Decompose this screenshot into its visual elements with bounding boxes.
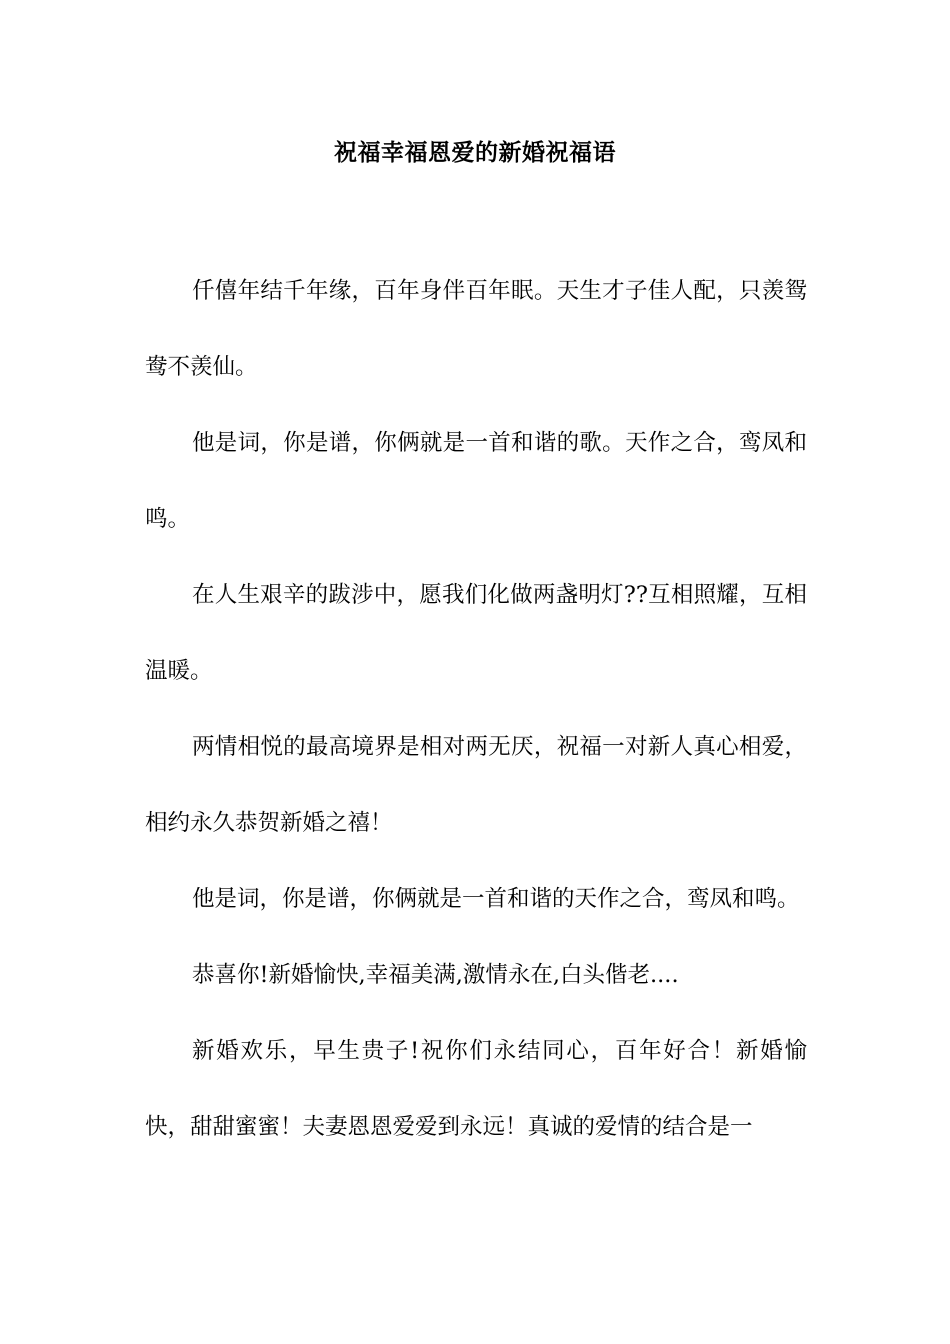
paragraph: 恭喜你!新婚愉快,幸福美满,激情永在,白头偕老.... xyxy=(192,962,679,988)
paragraph: 仟僖年结千年缘，百年身伴百年眠。天生才子佳人配，只羡鸳鸯不羡仙。 xyxy=(145,278,807,380)
paragraph: 两情相悦的最高境界是相对两无厌，祝福一对新人真心相爱，相约永久恭贺新婚之禧！ xyxy=(145,734,807,836)
document-body xyxy=(145,253,807,1165)
paragraph: 他是词，你是谱，你俩就是一首和谐的歌。天作之合，鸾凤和鸣。 xyxy=(145,430,807,532)
paragraph: 新婚欢乐，早生贵子!祝你们永结同心，百年好合！新婚愉快，甜甜蜜蜜！夫妻恩恩爱爱到永远！真诚的爱情的结合是一 xyxy=(145,1038,807,1140)
paragraph: 他是词，你是谱，你俩就是一首和谐的天作之合，鸾凤和鸣。 xyxy=(192,886,800,912)
paragraph: 在人生艰辛的跋涉中，愿我们化做两盏明灯??互相照耀，互相温暖。 xyxy=(145,582,807,684)
document-title: 祝福幸福恩爱的新婚祝福语 xyxy=(334,139,616,166)
